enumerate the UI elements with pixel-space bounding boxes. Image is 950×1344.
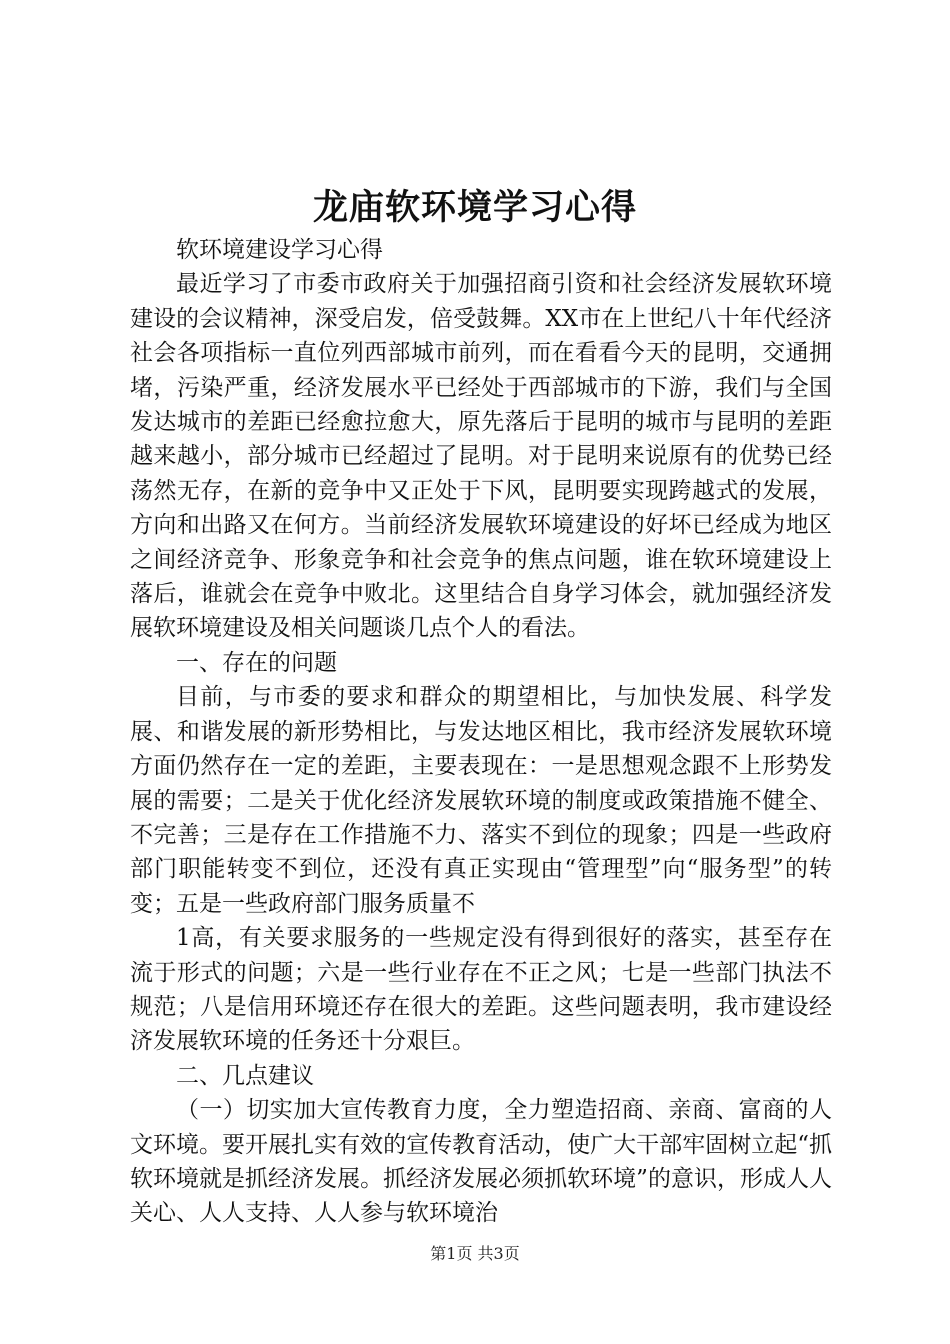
section-heading-suggestions: 二、几点建议 [176,1062,314,1089]
document-title: 龙庙软环境学习心得 [312,187,637,228]
page-footer: 第1页 共3页 [430,1244,520,1263]
section-heading-problems: 一、存在的问题 [176,649,337,676]
suggestion-one-paragraph: （一）切实加大宣传教育力度，全力塑造招商、亲商、富商的人文环境。要开展扎实有效的宣传教育活动，使广大干部牢固树立起“抓软环境就是抓经济发展。抓经济发展必须抓软环境”的意识，形成人人关心、人人支持、人人参与软环境治 [130,1097,832,1227]
intro-paragraph: 最近学习了市委市政府关于加强招商引资和社会经济发展软环境建设的会议精神，深受启发，倍受鼓舞。XX市在上世纪八十年代经济社会各项指标一直位列西部城市前列，而在看看今天的昆明，交通拥堵，污染严重，经济发展水平已经处于西部城市的下游，我们与全国发达城市的差距已经愈拉愈大，原先落后于昆明的城市与昆明的差距越来越小，部分城市已经超过了昆明。对于昆明来说原有的优势已经荡然无存，在新的竞争中又正处于下风，昆明要实现跨越式的发展，方向和出路又在何方。当前经济发展软环境建设的好坏已经成为地区之间经济竞争、形象竞争和社会竞争的焦点问题，谁在软环境建设上落后，谁就会在竞争中败北。这里结合自身学习体会，就加强经济发展软环境建设及相关问题谈几点个人的看法。 [130,271,832,642]
problems-continued-paragraph: 1高，有关要求服务的一些规定没有得到很好的落实，甚至存在流于形式的问题；六是一些行业存在不正之风；七是一些部门执法不规范；八是信用环境还存在很大的差距。这些问题表明，我市建设经济发展软环境的任务还十分艰巨。 [130,925,832,1055]
subtitle-paragraph: 软环境建设学习心得 [176,237,383,263]
problems-paragraph: 目前，与市委的要求和群众的期望相比，与加快发展、科学发展、和谐发展的新形势相比，与发达地区相比，我市经济发展软环境方面仍然存在一定的差距，主要表现在：一是思想观念跟不上形势发展的需要；二是关于优化经济发展软环境的制度或政策措施不健全、不完善；三是存在工作措施不力、落实不到位的现象；四是一些政府部门职能转变不到位，还没有真正实现由“管理型”向“服务型”的转变；五是一些政府部门服务质量不 [130,684,832,917]
document-body [130,233,832,1231]
